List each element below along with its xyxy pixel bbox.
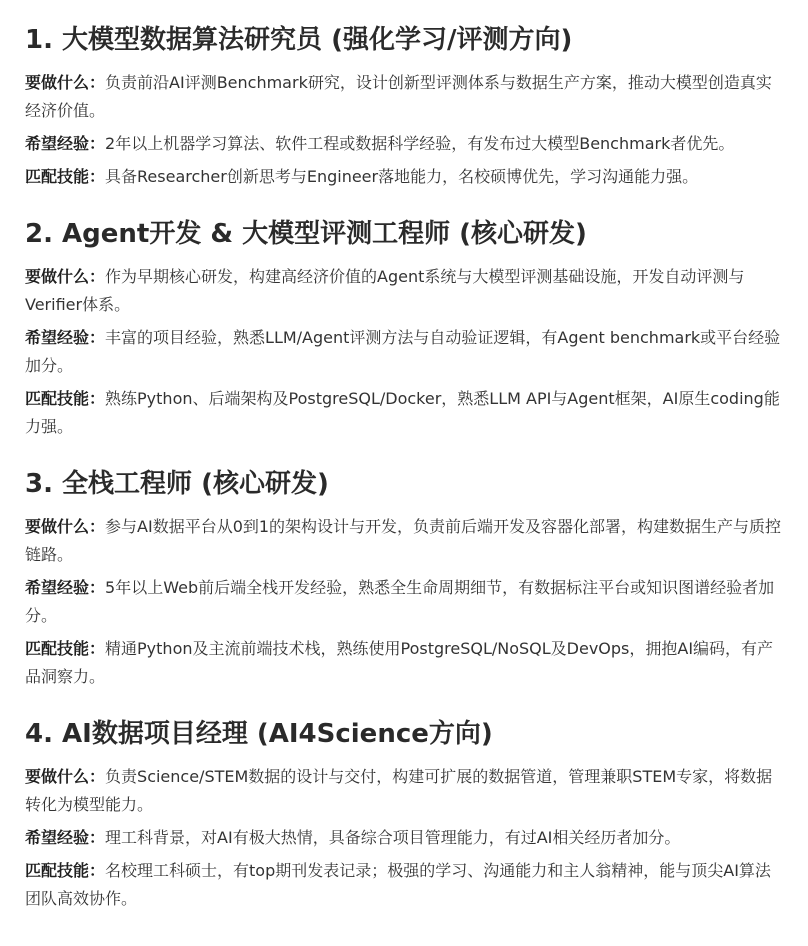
job-title: 3. 全栈工程师 (核心研发) — [25, 469, 329, 499]
job-section-2 — [25, 216, 782, 441]
job-section-1 — [25, 22, 782, 191]
job-field-skills — [25, 163, 782, 191]
field-text: 理工科背景，对AI有极大热情，具备综合项目管理能力，有过AI相关经历者加分。 — [105, 828, 681, 847]
job-title: 1. 大模型数据算法研究员 (强化学习/评测方向) — [25, 25, 573, 55]
field-label: 希望经验 — [25, 578, 90, 597]
field-text: 名校理工科硕士，有top期刊发表记录；极强的学习、沟通能力和主人翁精神，能与顶尖AI算法团队高效协作。 — [25, 861, 771, 908]
job-field-experience — [25, 130, 782, 158]
job-title: 4. AI数据项目经理 (AI4Science方向) — [25, 719, 493, 749]
job-field-what — [25, 69, 782, 125]
field-separator: ： — [89, 389, 106, 408]
job-field-what — [25, 263, 782, 319]
field-separator: ： — [89, 267, 106, 286]
field-text: 丰富的项目经验，熟悉LLM/Agent评测方法与自动验证逻辑，有Agent benchmark或平台经验加分。 — [25, 328, 781, 375]
job-section-4 — [25, 716, 782, 913]
field-label: 匹配技能 — [25, 861, 90, 880]
field-label: 希望经验 — [25, 328, 90, 347]
field-text: 作为早期核心研发，构建高经济价值的Agent系统与大模型评测基础设施，开发自动评测与Verifier体系。 — [25, 267, 745, 314]
job-title: 2. Agent开发 & 大模型评测工程师 (核心研发) — [25, 219, 587, 249]
field-label: 要做什么 — [25, 517, 90, 536]
field-label: 匹配技能 — [25, 167, 90, 186]
job-field-what — [25, 513, 782, 569]
field-label: 匹配技能 — [25, 639, 90, 658]
field-label: 希望经验 — [25, 828, 90, 847]
field-label: 要做什么 — [25, 767, 90, 786]
field-text: 参与AI数据平台从0到1的架构设计与开发，负责前后端开发及容器化部署，构建数据生产与质控链路。 — [25, 517, 782, 564]
job-field-skills — [25, 857, 782, 913]
field-label: 匹配技能 — [25, 389, 90, 408]
job-field-experience — [25, 324, 782, 380]
field-separator: ： — [89, 861, 106, 880]
field-separator: ： — [89, 767, 106, 786]
field-separator: ： — [89, 328, 106, 347]
field-separator: ： — [89, 578, 106, 597]
field-separator: ： — [89, 517, 106, 536]
field-label: 希望经验 — [25, 134, 90, 153]
field-separator: ： — [89, 73, 106, 92]
job-field-skills — [25, 635, 782, 691]
job-field-experience — [25, 824, 782, 852]
field-text: 精通Python及主流前端技术栈，熟练使用PostgreSQL/NoSQL及DevOps，拥抱AI编码，有产品洞察力。 — [25, 639, 774, 686]
field-text: 负责前沿AI评测Benchmark研究，设计创新型评测体系与数据生产方案，推动大模型创造真实经济价值。 — [25, 73, 772, 120]
field-separator: ： — [89, 134, 106, 153]
field-separator: ： — [89, 639, 106, 658]
job-field-experience — [25, 574, 782, 630]
field-separator: ： — [89, 828, 106, 847]
field-separator: ： — [89, 167, 106, 186]
job-field-skills — [25, 385, 782, 441]
field-text: 熟练Python、后端架构及PostgreSQL/Docker，熟悉LLM API与Agent框架，AI原生coding能力强。 — [25, 389, 780, 436]
field-text: 5年以上Web前后端全栈开发经验，熟悉全生命周期细节，有数据标注平台或知识图谱经验者加分。 — [25, 578, 775, 625]
field-text: 具备Researcher创新思考与Engineer落地能力，名校硕博优先，学习沟通能力强。 — [105, 167, 699, 186]
job-field-what — [25, 763, 782, 819]
field-text: 负责Science/STEM数据的设计与交付，构建可扩展的数据管道，管理兼职STEM专家，将数据转化为模型能力。 — [25, 767, 773, 814]
job-section-3 — [25, 466, 782, 691]
field-label: 要做什么 — [25, 73, 90, 92]
field-text: 2年以上机器学习算法、软件工程或数据科学经验，有发布过大模型Benchmark者优先。 — [105, 134, 735, 153]
field-label: 要做什么 — [25, 267, 90, 286]
